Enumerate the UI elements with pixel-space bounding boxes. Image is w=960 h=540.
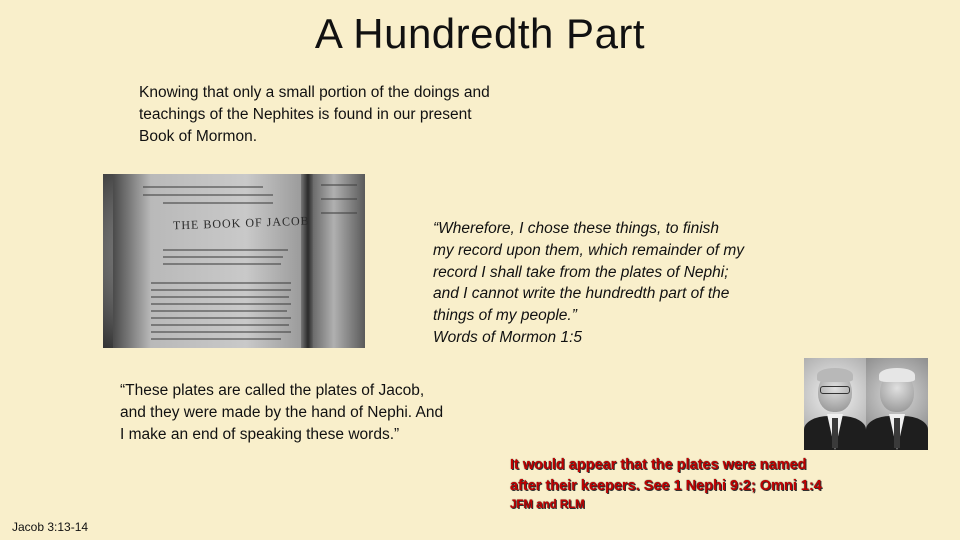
quote-jacob xyxy=(120,380,480,445)
quote-line: record I shall take from the plates of Nephi; xyxy=(433,263,729,281)
scripture-reference: Jacob 3:13-14 xyxy=(12,520,89,534)
quote-line: I make an end of speaking these words.” xyxy=(120,425,400,443)
portrait-rlm xyxy=(866,358,928,450)
quote-line: “Wherefore, I chose these things, to finish xyxy=(433,220,720,237)
book-right-page xyxy=(313,174,365,348)
book-left-page xyxy=(113,174,303,348)
book-heading: THE BOOK OF JACOB xyxy=(172,213,310,233)
portrait-jfm xyxy=(804,358,866,450)
quote-citation: Words of Mormon 1:5 xyxy=(433,328,583,346)
initials-label: JFM and RLM xyxy=(510,499,585,511)
quote-line: things of my people.” xyxy=(433,307,577,325)
plates-note xyxy=(510,455,910,497)
book-of-jacob-photo xyxy=(103,174,365,348)
slide-title: A Hundredth Part xyxy=(314,10,646,57)
note-line: It would appear that the plates were named xyxy=(510,457,807,473)
quote-line: my record upon them, which remainder of my xyxy=(433,241,744,259)
note-line: after their keepers. See 1 Nephi 9:2; Omni 1:4 xyxy=(510,478,822,494)
quote-line: and they were made by the hand of Nephi. And xyxy=(120,403,444,421)
quote-words-of-mormon xyxy=(433,218,783,349)
glasses-icon xyxy=(820,386,850,394)
quote-line: “These plates are called the plates of Jacob, xyxy=(120,382,425,399)
intro-text: Knowing that only a small portion of the doings and teachings of the Nephites is found in our present Book of Mormon. xyxy=(139,84,490,145)
quote-line: and I cannot write the hundredth part of the xyxy=(433,285,730,303)
